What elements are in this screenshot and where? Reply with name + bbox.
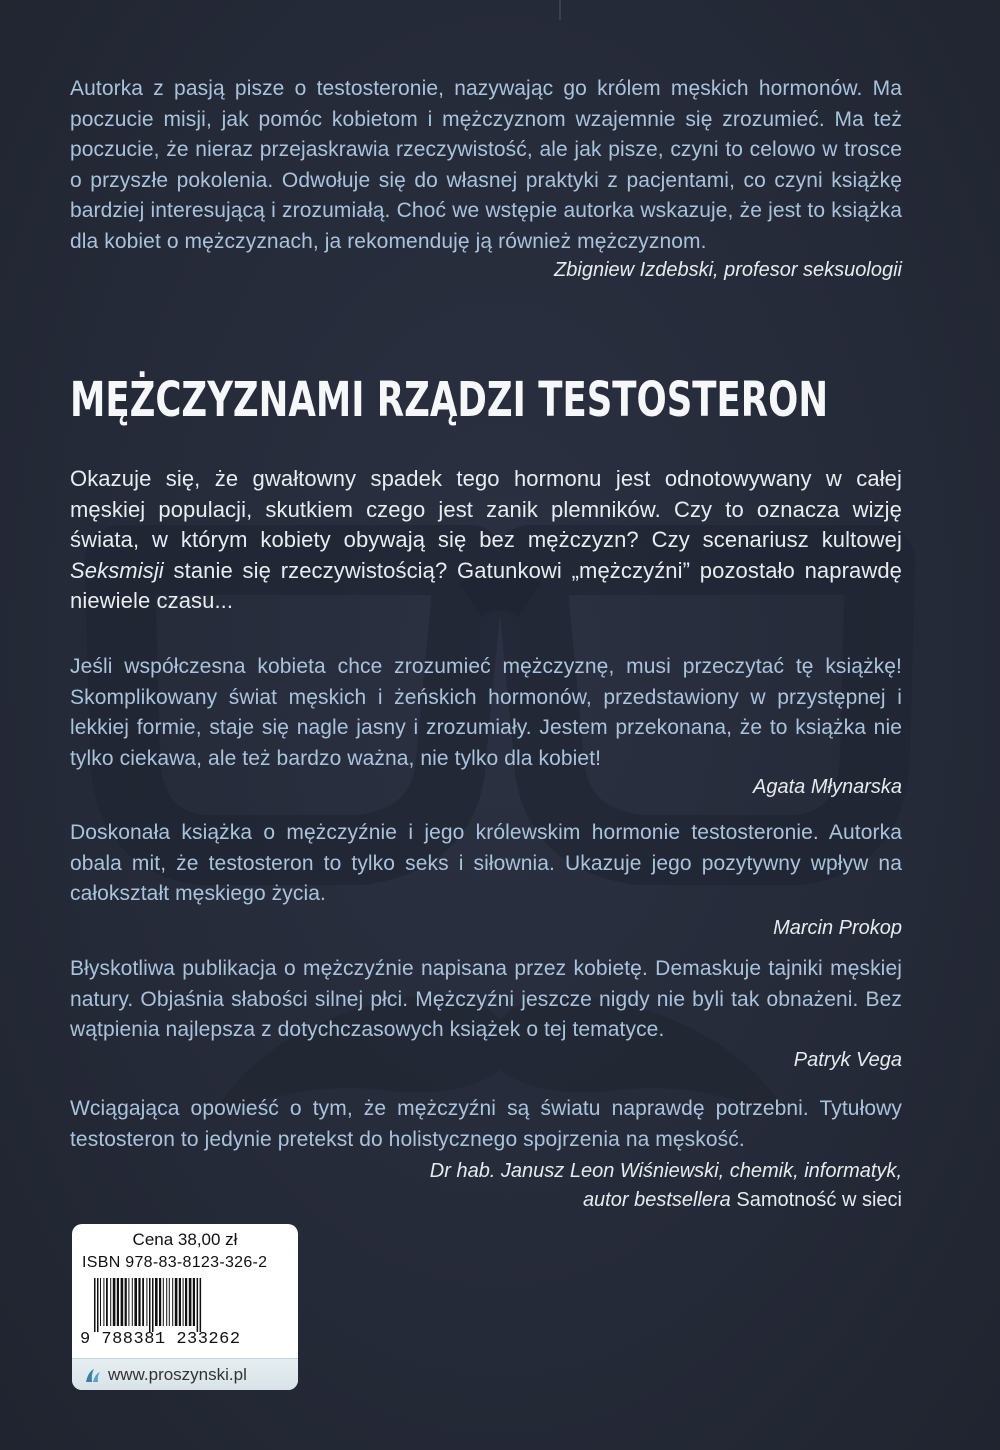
review-text: Błyskotliwa publikacja o mężczyźnie napisana przez kobietę. Demaskuje tajniki męskiej natury. Objaśnia słabości silnej płci. Mężczyźni jeszcze nigdy nie byli tak obnażeni. Bez wątpienia najlepsza z dotychczasowych książek o tej tematyce. [70, 957, 902, 1041]
barcode-bar [172, 1278, 173, 1326]
blurb-text-part2: stanie się rzeczywistością? Gatunkowi „mężczyźni” pozostało naprawdę niewiele czasu... [70, 557, 902, 613]
barcode-bar [138, 1278, 140, 1326]
barcode-bar [166, 1278, 167, 1326]
price-isbn-label [72, 1224, 298, 1390]
barcode-bar [125, 1278, 127, 1326]
blurb-text [70, 464, 902, 617]
publisher-logo-icon [82, 1364, 104, 1386]
barcode-bar [128, 1278, 129, 1326]
barcode-bar [155, 1278, 158, 1326]
price-text: Cena 38,00 zł [132, 1230, 238, 1249]
top-review [70, 74, 902, 285]
barcode-bar [163, 1278, 164, 1326]
barcode-bar [113, 1278, 116, 1326]
barcode-bar [121, 1278, 124, 1326]
blurb-italic-title: Seksmisji [70, 557, 164, 583]
barcode-digits: 9 788381 233262 [80, 1330, 241, 1349]
review-author: Patryk Vega [793, 1048, 902, 1071]
barcode-bar [146, 1278, 147, 1326]
book-title-heading: MĘŻCZYZNAMI RZĄDZI TESTOSTERON [70, 372, 829, 428]
review-2 [70, 818, 902, 943]
top-review-text: Autorka z pasją pisze o testosteronie, nazywając go królem męskich hormonów. Ma poczucie misji, jak pomóc kobietom i mężczyznom wzajemnie się zrozumieć. Ma też poczucie, że nieraz przejaskrawia rzeczywistość, ale jak pisze, czyni to celowo w trosce o przyszłe pokolenia. Odwołuje się do własnej praktyki z pacjentami, co czyni książkę bardziej interesującą i zrozumiałą. Choć we wstępie autorka wskazuje, że jest to książka dla kobiet o mężczyznach, ja rekomenduję ją również mężczyznom. [70, 77, 902, 253]
isbn-text: ISBN 978-83-8123-326-2 [82, 1254, 268, 1271]
barcode-bar [189, 1278, 192, 1326]
review-4 [70, 1094, 902, 1215]
barcode-bar [142, 1278, 144, 1326]
review-text: Doskonała książka o mężczyźnie i jego królewskim hormonie testosteronie. Autorka obala mit, że testosteron to tylko seks i siłownia. Ukazuje jego pozytywny wpływ na całokształt męskiego życia. [70, 821, 902, 905]
blurb-text-part1: Okazuje się, że gwałtowny spadek tego hormonu jest odnotowywany w całej męskiej populacji, skutkiem czego jest zanik plemników. Czy to oznacza wizję świata, w którym kobiety obywają się bez mężczyzn? Czy scenariusz kultowej [70, 466, 902, 552]
barcode-bar [94, 1278, 96, 1332]
review-author-role: autor bestsellera [582, 1189, 731, 1211]
barcode-bar [175, 1278, 178, 1326]
review-3 [70, 954, 902, 1075]
review-text: Jeśli współczesna kobieta chce zrozumieć mężczyznę, musi przeczytać tę książkę! Skomplikowany świat męskich i żeńskich hormonów, przedstawiony w przystępnej i lekkiej formie, staje się nagle jasny i zrozumiały. Jestem przekonana, że to książka nie tylko ciekawa, ale też bardzo ważna, nie tylko dla kobiet! [70, 655, 902, 770]
review-author-line1: Dr hab. Janusz Leon Wiśniewski, chemik, informatyk, [429, 1160, 902, 1182]
barcode-bar [100, 1278, 101, 1326]
publisher-website-link[interactable]: www.proszynski.pl [108, 1365, 247, 1384]
barcode-bar [110, 1278, 111, 1326]
barcode-bar [193, 1278, 195, 1326]
barcode-bar [185, 1278, 187, 1326]
barcode-bar [106, 1278, 108, 1326]
barcode-bar [200, 1278, 202, 1332]
barcode-bar [152, 1278, 154, 1332]
barcode-bar [197, 1278, 199, 1332]
barcode-bar [132, 1278, 133, 1326]
barcode [80, 1278, 290, 1332]
review-author: Agata Młynarska [753, 776, 902, 798]
review-author-line2 [70, 1186, 902, 1215]
barcode-bar [179, 1278, 181, 1326]
publisher-website-bar [72, 1358, 298, 1390]
top-review-author: Zbigniew Izdebski, profesor seksuologii [554, 259, 902, 281]
barcode-bar [169, 1278, 170, 1326]
barcode-bar [159, 1278, 161, 1326]
barcode-bar [117, 1278, 119, 1326]
barcode-bar [183, 1278, 184, 1326]
barcode-bar [103, 1278, 104, 1326]
review-text: Wciągająca opowieść o tym, że mężczyźni są światu naprawdę potrzebni. Tytułowy testosteron to jedynie pretekst do holistycznego spojrzenia na męskość. [70, 1097, 902, 1151]
barcode-bar [134, 1278, 137, 1326]
review-author-book-title: Samotność w sieci [736, 1189, 902, 1211]
review-1 [70, 652, 902, 802]
review-author: Marcin Prokop [773, 916, 902, 939]
barcode-bar [97, 1278, 99, 1332]
barcode-bar [149, 1278, 151, 1332]
blurb [70, 464, 902, 617]
